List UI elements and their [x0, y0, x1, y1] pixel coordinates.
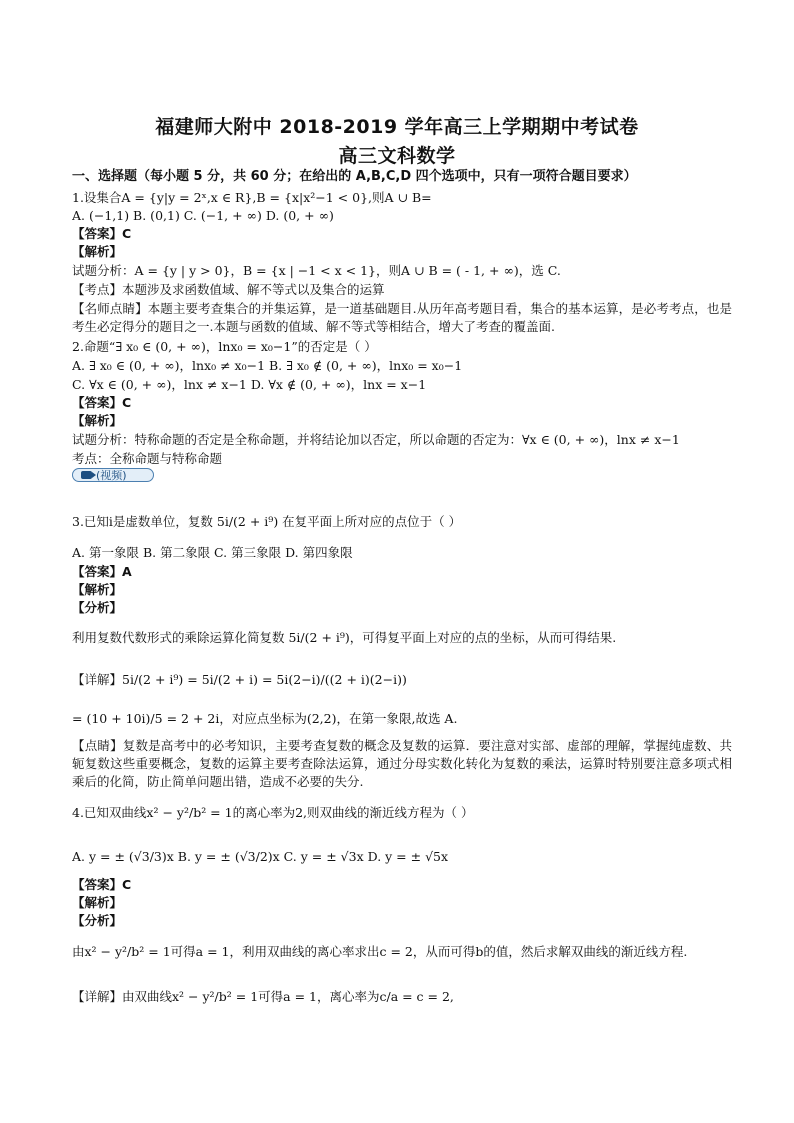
q3-detail-step1: 【详解】5i/(2 + i⁹) = 5i/(2 + i) = 5i(2−i)/((2 + i)(2−i)): [72, 672, 407, 687]
q2-answer: 【答案】C: [72, 395, 132, 410]
q3-analysis-label: 【解析】: [72, 582, 123, 597]
video-label: (视频): [96, 469, 127, 482]
q1-stem: 1.设集合A = {y|y = 2ˣ,x ∈ R},B = {x|x²−1 < 0},则A ∪ B=: [72, 190, 432, 205]
q4-fenxi-label: 【分析】: [72, 913, 123, 928]
q2-analysis-label: 【解析】: [72, 413, 123, 428]
q2-analysis: 试题分析：特称命题的否定是全称命题，并将结论加以否定，所以命题的否定为：∀x ∈ (0, + ∞)，lnx ≠ x−1: [72, 432, 680, 447]
section-header: 一、选择题（每小题 5 分，共 60 分；在给出的 A,B,C,D 四个选项中，只有一项符合题目要求）: [72, 169, 637, 184]
q3-dianjing: 【点睛】复数是高考中的必考知识，主要考查复数的概念及复数的运算．要注意对实部、虚部的理解，掌握纯虚数、共轭复数这些重要概念，复数的运算主要考查除法运算，通过分母实数化转化为复数的乘法，运算时特别要注意多项式相乘后的化简，防止简单问题出错，造成不必要的失分.: [72, 738, 732, 789]
q2-stem: 2.命题“∃ x₀ ∈ (0, + ∞)，lnx₀ = x₀−1”的否定是（ ）: [72, 339, 377, 354]
q4-answer: 【答案】C: [72, 877, 132, 892]
q1-analysis: 试题分析：A = {y | y > 0}，B = {x | −1 < x < 1}，则A ∪ B = ( - 1, + ∞)，选 C.: [72, 263, 561, 278]
exam-subtitle: 高三文科数学: [338, 145, 456, 167]
q3-stem: 3.已知i是虚数单位，复数 5i/(2 + i⁹) 在复平面上所对应的点位于（ ）: [72, 514, 462, 529]
q1-answer: 【答案】C: [72, 226, 132, 241]
q2-options-ab: A. ∃ x₀ ∈ (0, + ∞)，lnx₀ ≠ x₀−1 B. ∃ x₀ ∉ (0, + ∞)，lnx₀ = x₀−1: [72, 358, 463, 373]
q3-options: A. 第一象限 B. 第二象限 C. 第三象限 D. 第四象限: [72, 545, 353, 560]
video-camera-icon: [81, 471, 92, 479]
q3-answer: 【答案】A: [72, 564, 132, 579]
q3-fenxi-label: 【分析】: [72, 600, 123, 615]
q1-dianjing: 【名师点睛】本题主要考查集合的并集运算，是一道基础题目.从历年高考题目看，集合的基本运算，是必考考点，也是考生必定得分的题目之一.本题与函数的值域、解不等式等相结合，增大了考查的覆盖面.: [72, 301, 732, 334]
exam-title: 福建师大附中 2018-2019 学年高三上学期期中考试卷: [155, 116, 639, 138]
q1-kaodian: 【考点】本题涉及求函数值域、解不等式以及集合的运算: [72, 282, 385, 297]
q3-fenxi: 利用复数代数形式的乘除运算化简复数 5i/(2 + i⁹)，可得复平面上对应的点的坐标，从而可得结果.: [72, 630, 617, 645]
q4-analysis-label: 【解析】: [72, 895, 123, 910]
q4-fenxi: 由x² − y²/b² = 1可得a = 1，利用双曲线的离心率求出c = 2，从而可得b的值，然后求解双曲线的渐近线方程.: [72, 944, 688, 959]
q2-kaodian: 考点：全称命题与特称命题: [72, 451, 223, 466]
q2-options-cd: C. ∀x ∈ (0, + ∞)，lnx ≠ x−1 D. ∀x ∉ (0, + ∞)，lnx = x−1: [72, 377, 427, 392]
q1-options: A. (−1,1) B. (0,1) C. (−1, + ∞) D. (0, + ∞): [72, 208, 334, 223]
video-link[interactable]: [72, 468, 154, 482]
q4-detail: 【详解】由双曲线x² − y²/b² = 1可得a = 1，离心率为c/a = c = 2,: [72, 989, 454, 1004]
q1-analysis-label: 【解析】: [72, 244, 123, 259]
q3-detail-step2: = (10 + 10i)/5 = 2 + 2i，对应点坐标为(2,2)，在第一象限,故选 A.: [72, 711, 458, 726]
q4-stem: 4.已知双曲线x² − y²/b² = 1的离心率为2,则双曲线的渐近线方程为（ ）: [72, 805, 474, 820]
q4-options: A. y = ± (√3/3)x B. y = ± (√3/2)x C. y = ± √3x D. y = ± √5x: [72, 849, 449, 864]
